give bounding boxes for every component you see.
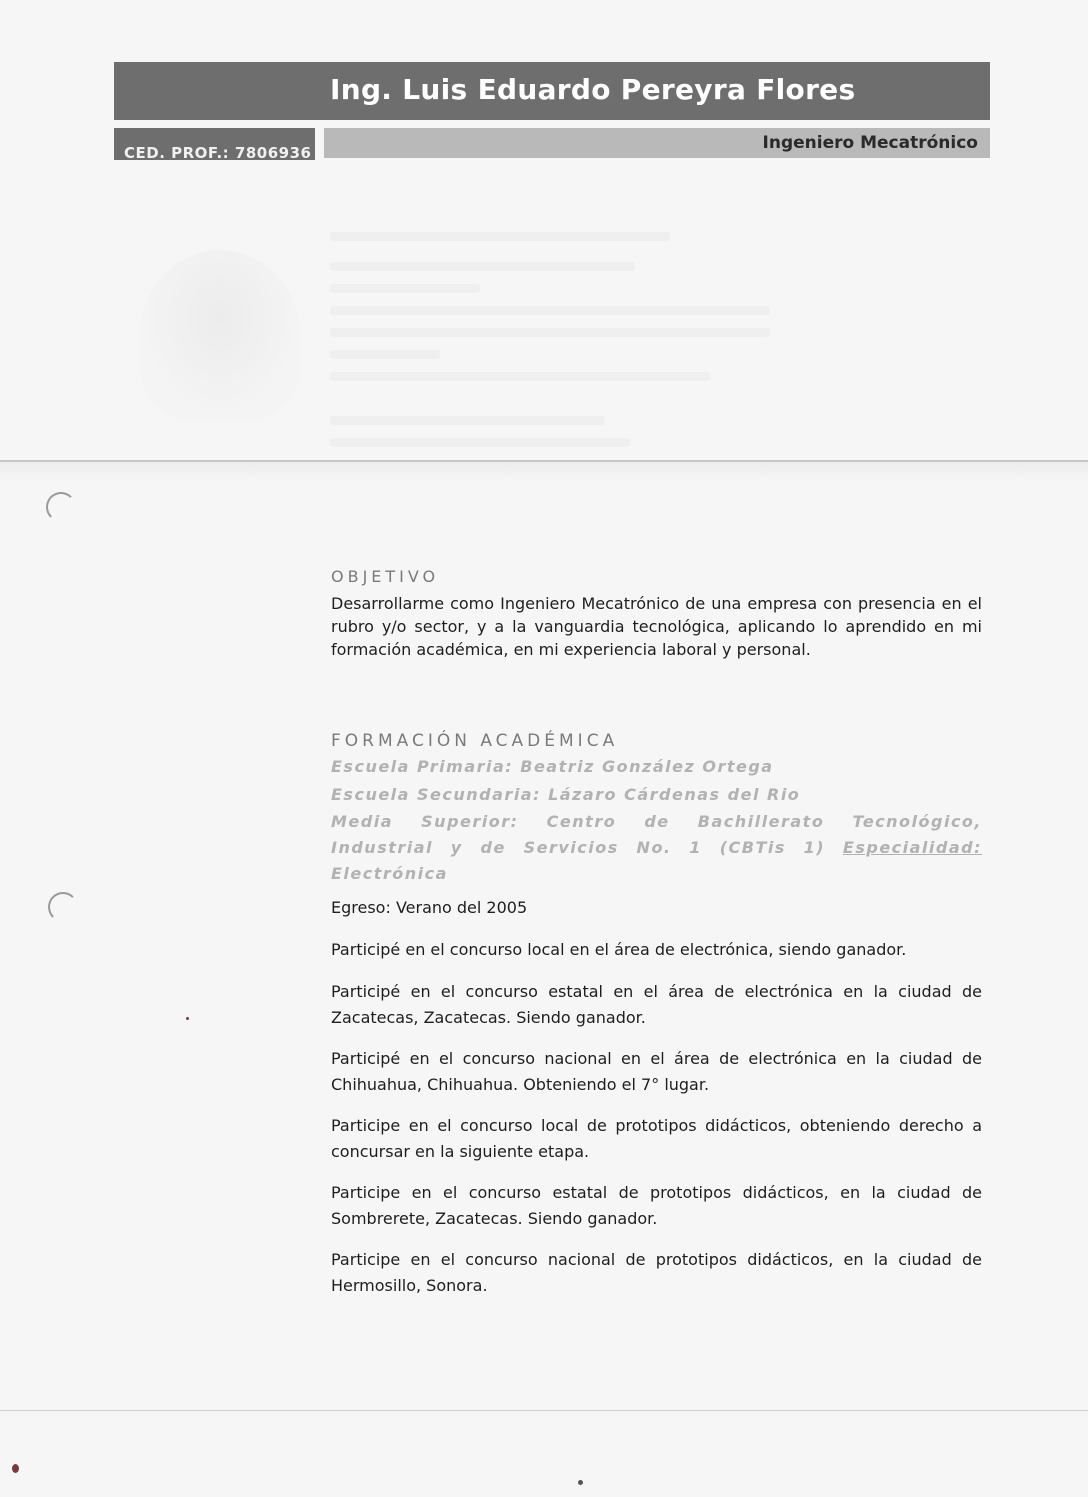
participation-item: Participe en el concurso nacional de prototipos didácticos, en la ciudad de Hermosillo, Sonora.	[331, 1250, 982, 1295]
faded-text-line	[330, 372, 710, 381]
profession-banner	[324, 128, 990, 158]
punch-hole	[46, 492, 76, 522]
egreso-line: Egreso: Verano del 2005	[331, 898, 528, 917]
faded-text-line	[330, 262, 635, 271]
faded-text-line	[330, 306, 770, 315]
participation-item: Participé en el concurso estatal en el área de electrónica en la ciudad de Zacatecas, Zacatecas. Siendo ganador.	[331, 982, 982, 1027]
speck	[12, 1464, 19, 1473]
speck	[186, 1017, 189, 1020]
faded-text-line	[330, 328, 770, 337]
faded-text-line	[330, 438, 630, 447]
primaria-line: Escuela Primaria: Beatriz González Ortega	[331, 757, 774, 776]
faded-text-line	[330, 350, 440, 359]
participation-item: Participe en el concurso local de prototipos didácticos, obteniendo derecho a concursar en la siguiente etapa.	[331, 1116, 982, 1161]
bottom-edge-line	[0, 1410, 1088, 1411]
name-banner	[114, 62, 990, 120]
objetivo-section	[331, 567, 982, 661]
media-superior-line	[331, 809, 982, 887]
profession-title: Ingeniero Mecatrónico	[762, 133, 978, 153]
faded-text-line	[330, 232, 670, 241]
faded-text-line	[330, 284, 480, 293]
fold-shadow	[0, 462, 1088, 482]
especialidad-value: Electrónica	[331, 864, 448, 883]
participation-item: Participé en el concurso local en el área de electrónica, siendo ganador.	[331, 940, 907, 959]
objetivo-heading: OBJETIVO	[331, 567, 440, 586]
faded-text-line	[330, 416, 605, 425]
participation-item: Participe en el concurso estatal de prototipos didácticos, en la ciudad de Sombrerete, Zacatecas. Siendo ganador.	[331, 1183, 982, 1228]
formacion-section	[331, 731, 982, 887]
punch-hole	[48, 892, 78, 922]
candidate-name: Ing. Luis Eduardo Pereyra Flores	[330, 73, 856, 106]
objetivo-text: Desarrollarme como Ingeniero Mecatrónico de una empresa con presencia en el rubro y/o sector, y a la vanguardia tecnológica, aplicando lo aprendido en mi formación académica, en mi experiencia laboral y personal.	[331, 594, 982, 659]
speck	[578, 1480, 583, 1485]
especialidad-label: Especialidad:	[842, 838, 982, 857]
participation-item: Participé en el concurso nacional en el área de electrónica en la ciudad de Chihuahua, Chihuahua. Obteniendo el 7° lugar.	[331, 1049, 982, 1094]
cedula-text: CED. PROF.: 7806936	[124, 144, 312, 160]
cedula-box	[114, 128, 315, 160]
media-superior-text: Media Superior: Centro de Bachillerato Tecnológico, Industrial y de Servicios No. 1 (CBTis 1)	[331, 812, 982, 857]
secundaria-line: Escuela Secundaria: Lázaro Cárdenas del Rio	[331, 785, 801, 804]
faded-photo	[140, 250, 300, 420]
formacion-heading: FORMACIÓN ACADÉMICA	[331, 731, 619, 751]
